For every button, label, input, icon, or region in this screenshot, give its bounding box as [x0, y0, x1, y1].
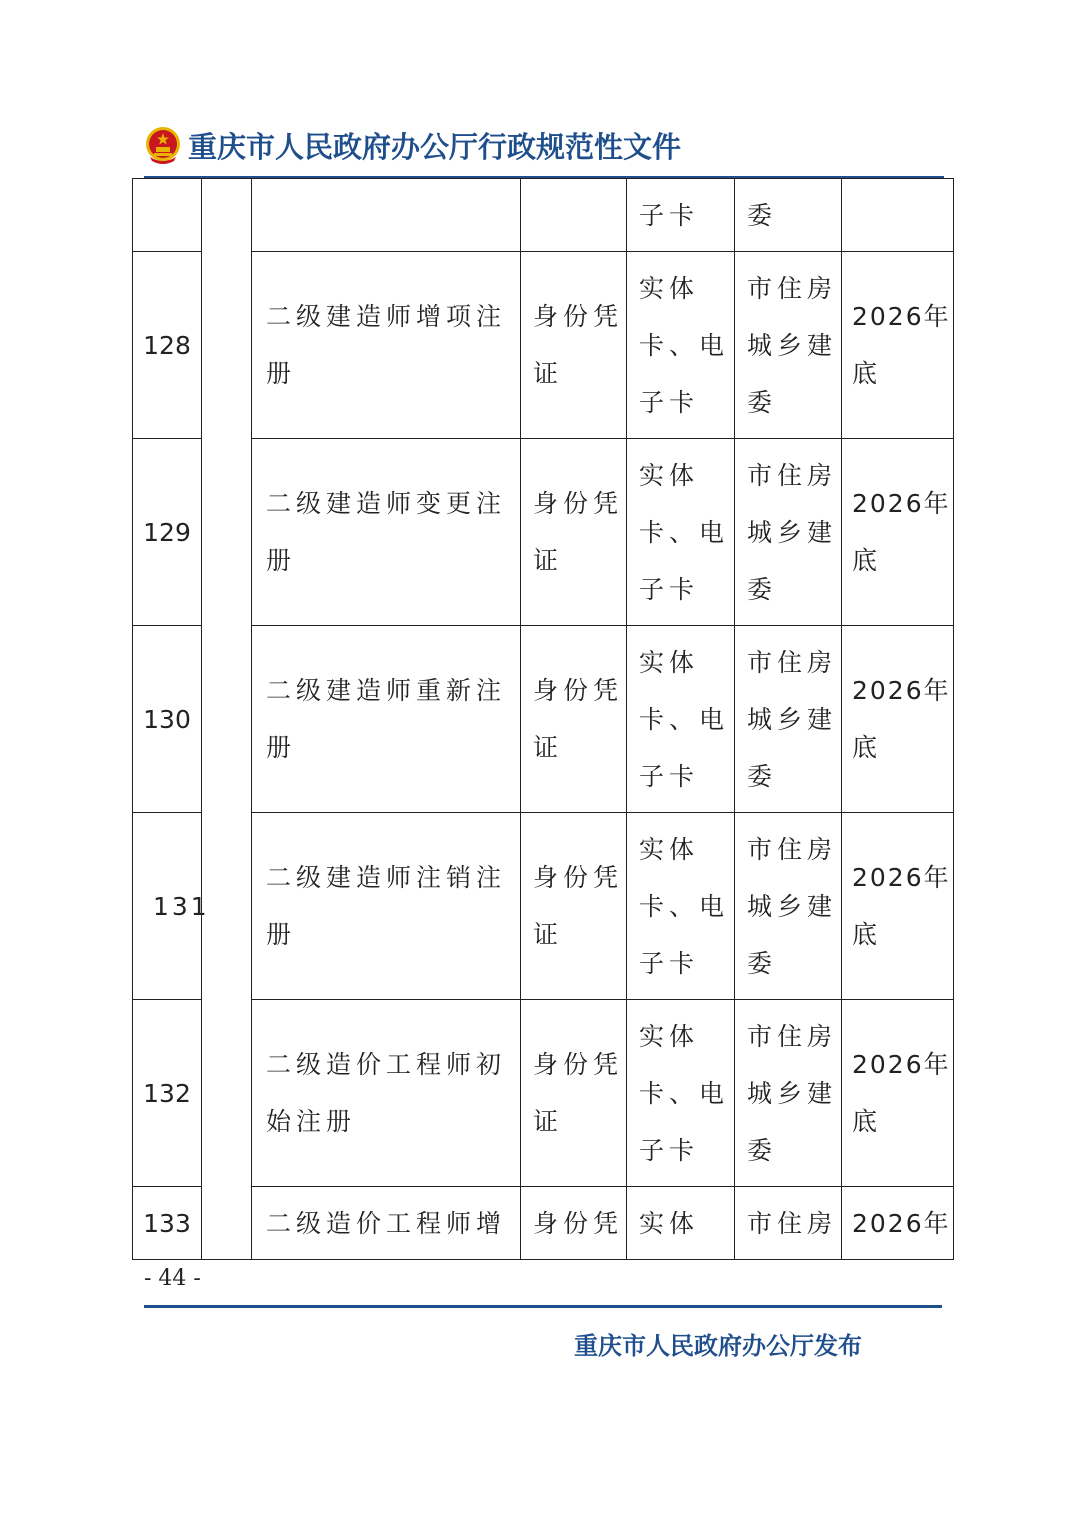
publisher-text: 重庆市人民政府办公厅发布 [574, 1331, 862, 1360]
row-number [133, 179, 202, 252]
row-number: 129 [133, 439, 202, 626]
deadline: 2026年底 [842, 626, 954, 813]
deadline [842, 179, 954, 252]
item-name [252, 179, 521, 252]
card-type: 实体卡、电子卡 [627, 1000, 735, 1187]
card-type: 实体卡、电子卡 [627, 626, 735, 813]
card-type: 子卡 [627, 179, 735, 252]
table-row [133, 813, 954, 1000]
item-name: 二级造价工程师增 [252, 1187, 521, 1260]
table-row [133, 252, 954, 439]
page-number: - 44 - [144, 1266, 201, 1291]
item-name: 二级造价工程师初始注册 [252, 1000, 521, 1187]
deadline: 2026年 [842, 1187, 954, 1260]
national-emblem-icon [144, 125, 182, 165]
item-name: 二级建造师变更注册 [252, 439, 521, 626]
card-type: 实体卡、电子卡 [627, 252, 735, 439]
credential-basis [521, 179, 627, 252]
deadline: 2026年底 [842, 439, 954, 626]
footer-divider [144, 1305, 942, 1308]
row-number: 132 [133, 1000, 202, 1187]
table-row [133, 439, 954, 626]
row-number: 130 [133, 626, 202, 813]
department: 委 [735, 179, 842, 252]
department: 市住房城乡建委 [735, 813, 842, 1000]
deadline: 2026年底 [842, 252, 954, 439]
department: 市住房城乡建委 [735, 439, 842, 626]
row-number: 128 [133, 252, 202, 439]
header-title: 重庆市人民政府办公厅行政规范性文件 [188, 129, 682, 164]
department: 市住房 [735, 1187, 842, 1260]
credential-basis: 身份凭证 [521, 252, 627, 439]
department: 市住房城乡建委 [735, 1000, 842, 1187]
merged-category-cell [202, 179, 252, 1260]
department: 市住房城乡建委 [735, 252, 842, 439]
table-row [133, 1187, 954, 1260]
table-row [133, 626, 954, 813]
department: 市住房城乡建委 [735, 626, 842, 813]
table-row [133, 179, 954, 252]
credential-basis: 身份凭证 [521, 813, 627, 1000]
table-row [133, 1000, 954, 1187]
deadline: 2026年底 [842, 813, 954, 1000]
row-number: 131 [133, 813, 202, 1000]
credential-basis: 身份凭证 [521, 626, 627, 813]
document-header [144, 120, 681, 170]
card-type: 实体卡、电子卡 [627, 439, 735, 626]
credential-basis: 身份凭证 [521, 439, 627, 626]
credential-basis: 身份凭 [521, 1187, 627, 1260]
credential-basis: 身份凭证 [521, 1000, 627, 1187]
row-number: 133 [133, 1187, 202, 1260]
certificate-table [132, 178, 954, 1260]
deadline: 2026年底 [842, 1000, 954, 1187]
item-name: 二级建造师注销注册 [252, 813, 521, 1000]
item-name: 二级建造师增项注册 [252, 252, 521, 439]
item-name: 二级建造师重新注册 [252, 626, 521, 813]
card-type: 实体 [627, 1187, 735, 1260]
card-type: 实体卡、电子卡 [627, 813, 735, 1000]
